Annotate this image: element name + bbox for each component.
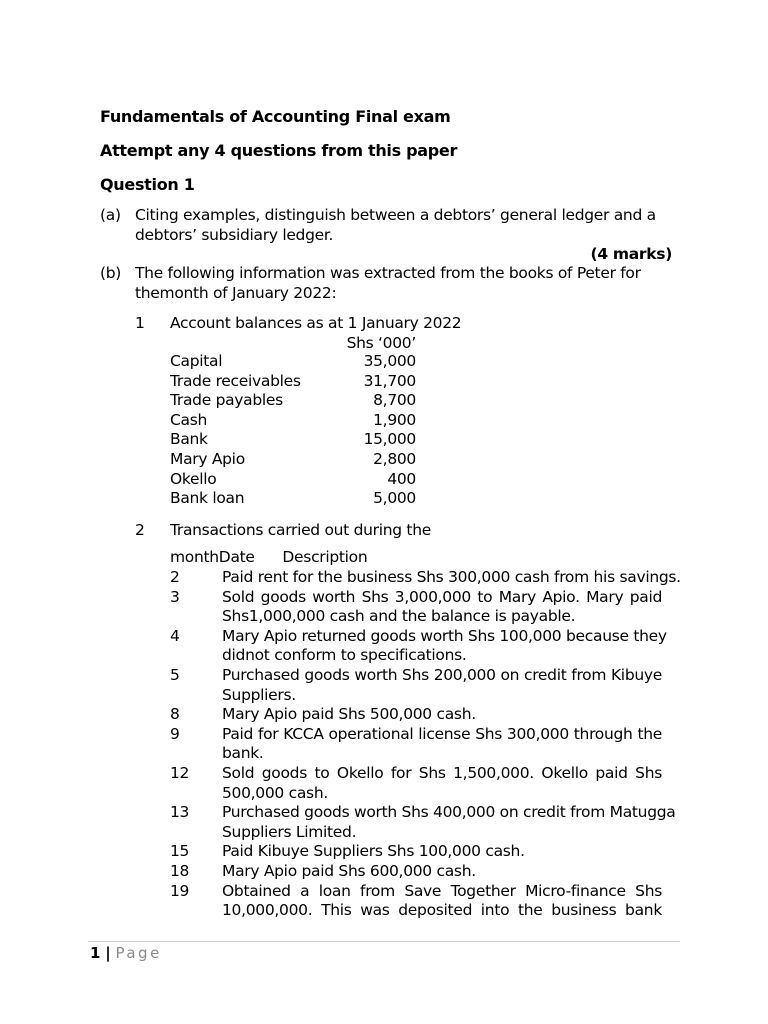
balance-amount: 2,800 xyxy=(373,450,416,468)
transaction-date: 15 xyxy=(170,842,190,861)
transaction-description: Suppliers Limited. xyxy=(222,822,357,841)
page-separator: | xyxy=(105,944,111,962)
balance-name: Mary Apio xyxy=(170,450,245,468)
transaction-description: Suppliers. xyxy=(222,685,296,704)
question-heading: Question 1 xyxy=(100,175,195,194)
transaction-description: Paid rent for the business Shs 300,000 cash from his savings. xyxy=(222,568,681,586)
balance-name: Bank loan xyxy=(170,489,245,508)
transaction-description: Sold goods to Okello for Shs 1,500,000. Okello paid Shs xyxy=(222,764,662,782)
transaction-date: 8 xyxy=(170,705,180,724)
transaction-date: 9 xyxy=(170,724,180,743)
transaction-date: 13 xyxy=(170,803,190,822)
transaction-description: Mary Apio returned goods worth Shs 100,000 because they xyxy=(222,626,667,645)
part-b-label: (b) xyxy=(100,264,122,282)
transaction-date: 5 xyxy=(170,666,180,684)
page-footer xyxy=(90,943,162,963)
page-number: 1 xyxy=(90,944,101,962)
item-2-heading: Transactions carried out during the xyxy=(170,521,431,539)
balance-amount: 31,700 xyxy=(363,371,416,390)
transaction-date: 2 xyxy=(170,568,180,586)
transaction-description: Mary Apio paid Shs 500,000 cash. xyxy=(222,705,476,724)
part-b-line-2: themonth of January 2022: xyxy=(135,284,337,302)
balance-amount: 400 xyxy=(387,469,416,488)
balance-amount: 5,000 xyxy=(373,489,416,508)
part-a-marks: (4 marks) xyxy=(590,245,672,263)
transaction-description: Purchased goods worth Shs 400,000 on credit from Matugga xyxy=(222,803,676,822)
balance-name: Trade receivables xyxy=(170,371,301,390)
page-label: Page xyxy=(115,944,162,962)
balance-name: Cash xyxy=(170,410,208,429)
transaction-description: bank. xyxy=(222,744,264,763)
instruction-text: Attempt any 4 questions from this paper xyxy=(100,141,458,160)
transaction-description: didnot conform to specifications. xyxy=(222,646,467,665)
transaction-description: Paid Kibuye Suppliers Shs 100,000 cash. xyxy=(222,842,525,861)
part-a-label: (a) xyxy=(100,206,121,224)
balance-name: Trade payables xyxy=(170,391,283,410)
transaction-date: 12 xyxy=(170,764,190,782)
transaction-description: Shs1,000,000 cash and the balance is payable. xyxy=(222,607,576,626)
transaction-description: Purchased goods worth Shs 200,000 on credit from Kibuye xyxy=(222,666,662,684)
balance-amount: 1,900 xyxy=(373,410,416,429)
balance-name: Bank xyxy=(170,430,208,449)
item-1-heading: Account balances as at 1 January 2022 xyxy=(170,314,462,332)
transaction-date: 18 xyxy=(170,862,190,880)
part-a-line-2: debtors’ subsidiary ledger. xyxy=(135,226,334,244)
balance-amount: 8,700 xyxy=(373,391,416,410)
transaction-date: 3 xyxy=(170,587,180,606)
transaction-description: 500,000 cash. xyxy=(222,783,328,802)
transaction-description: Sold goods worth Shs 3,000,000 to Mary Apio. Mary paid xyxy=(222,587,662,606)
transaction-date: 4 xyxy=(170,626,180,645)
balance-amount: 15,000 xyxy=(363,430,416,449)
transaction-date: 19 xyxy=(170,881,190,900)
item-2-number: 2 xyxy=(135,521,145,539)
balances-unit: Shs ‘000’ xyxy=(346,334,416,352)
part-b-line-1: The following information was extracted from the books of Peter for xyxy=(135,264,641,282)
transactions-column-header: monthDate Description xyxy=(170,548,368,566)
transaction-description: Obtained a loan from Save Together Micro-finance Shs xyxy=(222,881,662,900)
item-1-number: 1 xyxy=(135,314,145,332)
balance-name: Okello xyxy=(170,469,217,488)
part-a-line-1: Citing examples, distinguish between a debtors’ general ledger and a xyxy=(135,206,656,224)
transaction-description: Paid for KCCA operational license Shs 300,000 through the xyxy=(222,724,662,743)
balance-amount: 35,000 xyxy=(363,352,416,370)
transaction-description: 10,000,000. This was deposited into the business bank xyxy=(222,901,662,920)
document-title: Fundamentals of Accounting Final exam xyxy=(100,107,451,126)
transaction-description: Mary Apio paid Shs 600,000 cash. xyxy=(222,862,476,880)
balance-name: Capital xyxy=(170,352,223,370)
footer-divider xyxy=(88,941,680,942)
